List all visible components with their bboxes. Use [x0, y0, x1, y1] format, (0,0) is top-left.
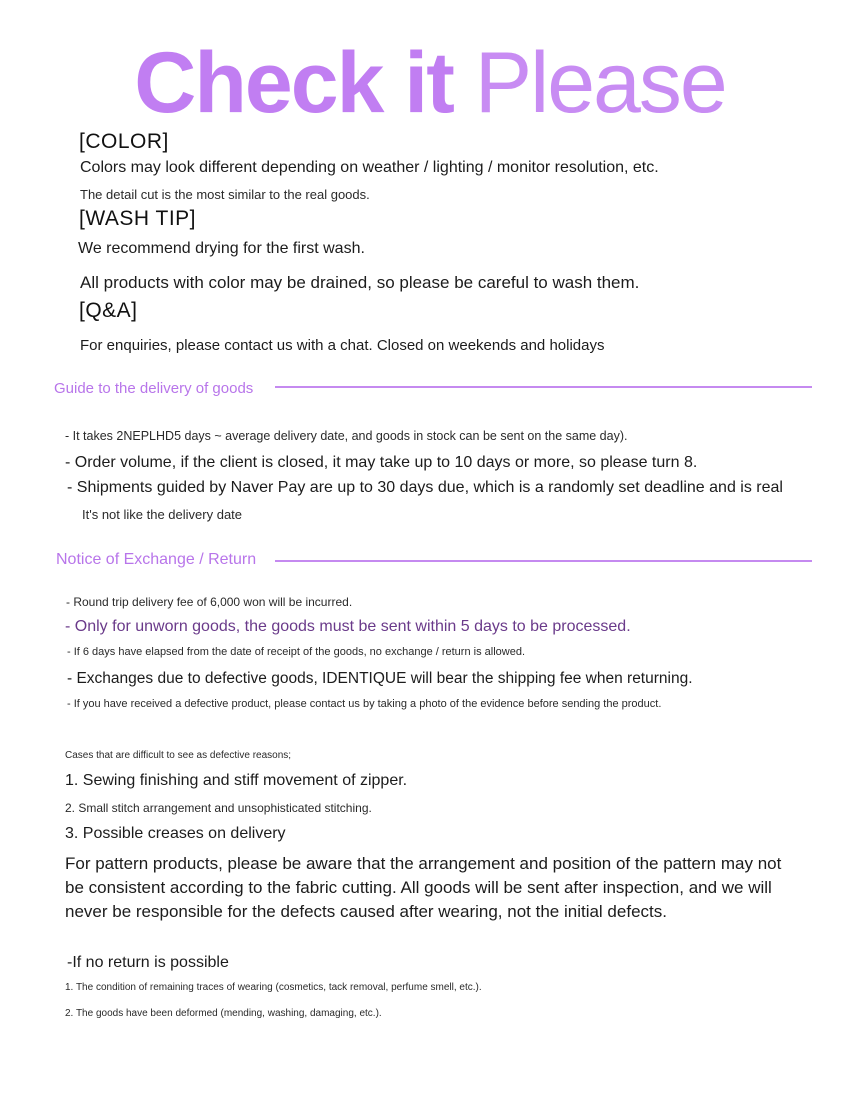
exchange-line-2: - Only for unworn goods, the goods must be sent within 5 days to be processed. — [65, 618, 631, 635]
qa-line-1: For enquiries, please contact us with a chat. Closed on weekends and holidays — [80, 337, 605, 354]
title-light: Please — [474, 35, 726, 131]
delivery-line-4: It's not like the delivery date — [82, 507, 243, 522]
noreturn-item-2: 2. The goods have been deformed (mending, washing, damaging, etc.). — [65, 1008, 382, 1019]
delivery-line-3: - Shipments guided by Naver Pay are up to 30 days due, which is a randomly set deadline and is real — [67, 479, 783, 496]
exchange-section-title: Notice of Exchange / Return — [56, 551, 257, 568]
exchange-line-4: - Exchanges due to defective goods, IDENTIQUE will bear the shipping fee when returning. — [67, 670, 693, 687]
wash-line-2: All products with color may be drained, so please be careful to wash them. — [80, 273, 640, 292]
noreturn-heading: -If no return is possible — [67, 954, 229, 971]
exchange-line-1: - Round trip delivery fee of 6,000 won will be incurred. — [66, 595, 353, 609]
delivery-line-2: - Order volume, if the client is closed, it may take up to 10 days or more, so please turn 8. — [65, 454, 698, 471]
exchange-line-5: - If you have received a defective product, please contact us by taking a photo of the evidence before sending the product. — [67, 698, 662, 710]
exchange-line-3: - If 6 days have elapsed from the date of receipt of the goods, no exchange / return is allowed. — [67, 646, 525, 658]
wash-heading: [WASH TIP] — [79, 207, 197, 230]
qa-heading: [Q&A] — [79, 299, 138, 322]
color-heading: [COLOR] — [79, 130, 169, 153]
delivery-divider — [275, 386, 812, 388]
defects-paragraph: For pattern products, please be aware that the arrangement and position of the pattern may not be consistent according to the fabric cutting. All goods will be sent after inspection, and we will never be responsible for the defects caused after wearing, not the initial defects. — [65, 854, 782, 921]
noreturn-item-1: 1. The condition of remaining traces of wearing (cosmetics, tack removal, perfume smell, etc.). — [65, 982, 482, 993]
delivery-section-title: Guide to the delivery of goods — [54, 380, 254, 397]
page-title — [0, 28, 860, 138]
color-line-1: Colors may look different depending on weather / lighting / monitor resolution, etc. — [80, 159, 659, 176]
defects-item-3: 3. Possible creases on delivery — [65, 825, 286, 842]
delivery-line-1: - It takes 2NEPLHD5 days ~ average delivery date, and goods in stock can be sent on the same day). — [65, 429, 628, 443]
defects-intro: Cases that are difficult to see as defective reasons; — [65, 750, 292, 761]
color-line-2: The detail cut is the most similar to the real goods. — [80, 187, 370, 202]
defects-item-2: 2. Small stitch arrangement and unsophisticated stitching. — [65, 801, 372, 815]
wash-line-1: We recommend drying for the first wash. — [78, 240, 365, 257]
title-bold: Check it — [134, 35, 453, 131]
defects-item-1: 1. Sewing finishing and stiff movement of zipper. — [65, 772, 408, 789]
exchange-divider — [275, 560, 812, 562]
